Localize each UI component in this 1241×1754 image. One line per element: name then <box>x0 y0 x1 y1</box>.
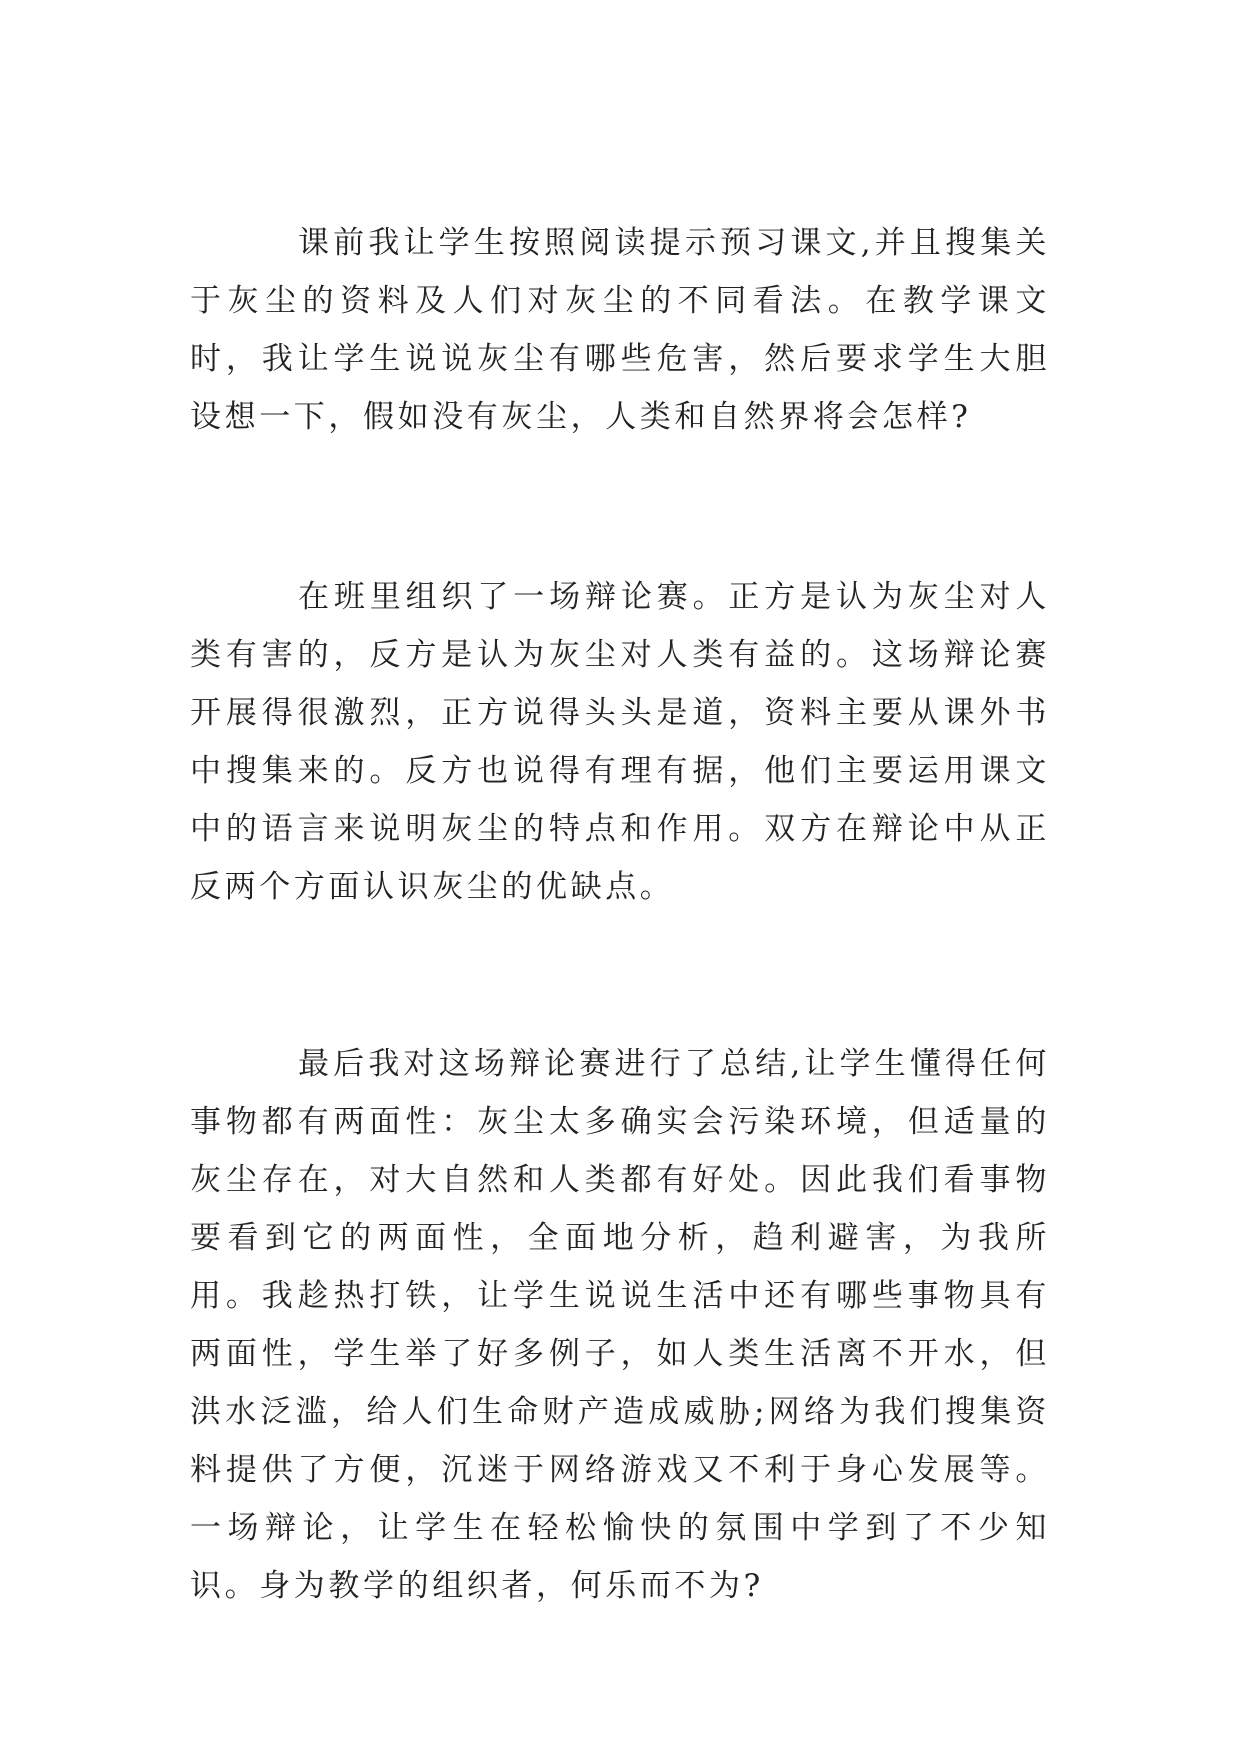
paragraph-debate-summary: 最后我对这场辩论赛进行了总结,让学生懂得任何事物都有两面性：灰尘太多确实会污染环境，但适量的灰尘存在，对大自然和人类都有好处。因此我们看事物要看到它的两面性，全面地分析，趋利避害，为我所用。我趁热打铁，让学生说说生活中还有哪些事物具有两面性，学生举了好多例子，如人类生活离不开水，但洪水泛滥，给人们生命财产造成威胁;网络为我们搜集资料提供了方便，沉迷于网络游戏又不利于身心发展等。一场辩论，让学生在轻松愉快的氛围中学到了不少知识。身为教学的组织者，何乐而不为? <box>190 1046 1050 1604</box>
paragraph-lesson-preparation: 课前我让学生按照阅读提示预习课文,并且搜集关于灰尘的资料及人们对灰尘的不同看法。在教学课文时，我让学生说说灰尘有哪些危害，然后要求学生大胆设想一下，假如没有灰尘，人类和自然界将会怎样? <box>190 225 1050 435</box>
paragraph-class-debate: 在班里组织了一场辩论赛。正方是认为灰尘对人类有害的，反方是认为灰尘对人类有益的。这场辩论赛开展得很激烈，正方说得头头是道，资料主要从课外书中搜集来的。反方也说得有理有据，他们主要运用课文中的语言来说明灰尘的特点和作用。双方在辩论中从正反两个方面认识灰尘的优缺点。 <box>190 579 1050 905</box>
